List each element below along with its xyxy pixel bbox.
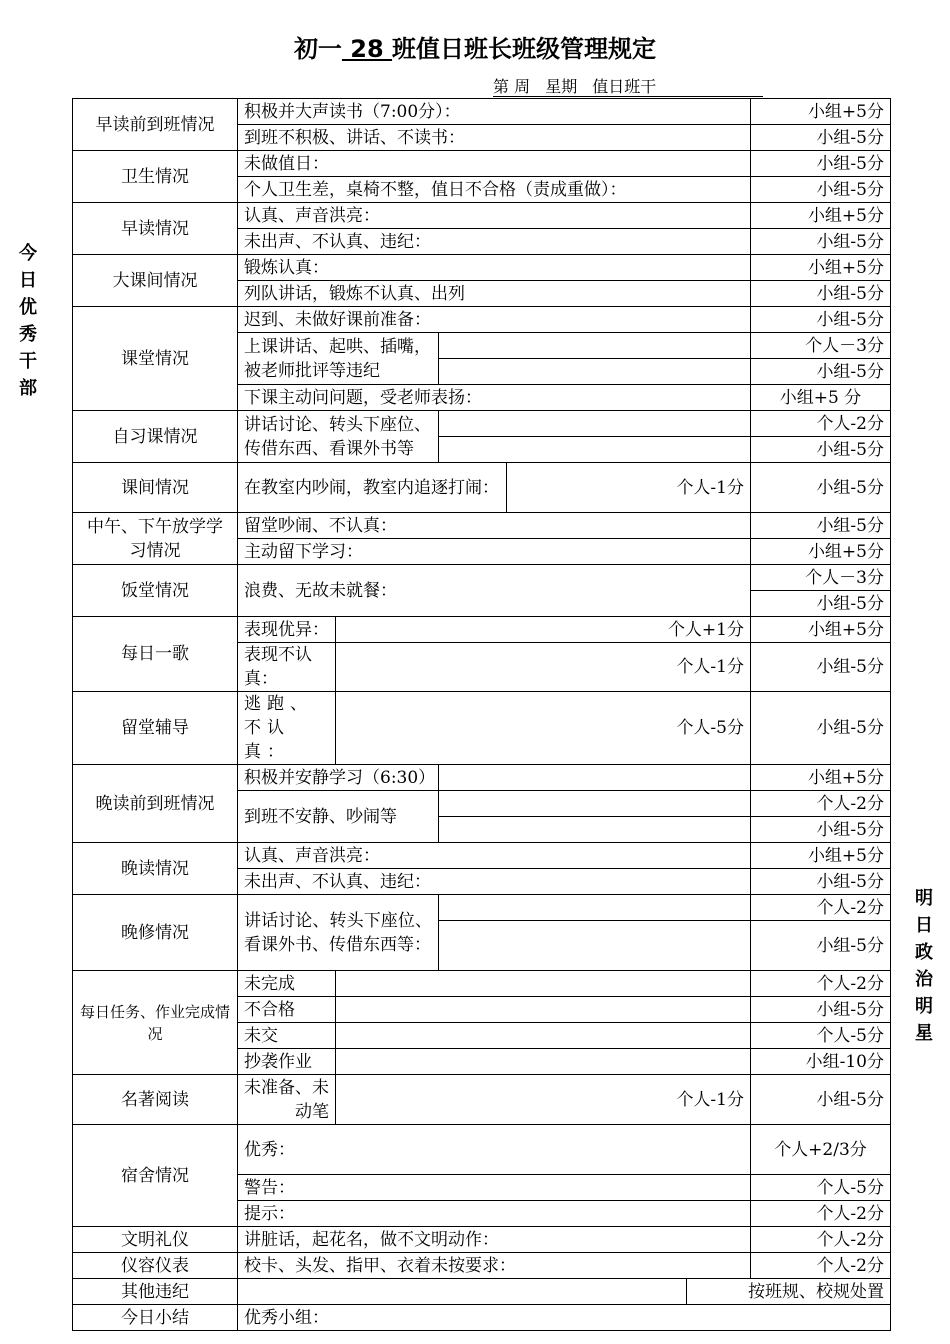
rule-cell: 到班不积极、讲话、不读书： — [238, 125, 751, 151]
category-cell: 早读情况 — [73, 203, 238, 255]
blank-cell — [439, 411, 751, 437]
summary-cell: 优秀小组： — [238, 1305, 891, 1331]
rule-cell: 提示： — [238, 1201, 751, 1227]
rule-cell: 上课讲话、起哄、插嘴，被老师批评等违纪 — [238, 333, 439, 385]
category-cell: 饭堂情况 — [73, 565, 238, 617]
rules-table — [72, 98, 891, 1331]
points-cell: 小组-5分 — [751, 307, 891, 333]
rule-cell: 锻炼认真： — [238, 255, 751, 281]
blank-cell — [336, 971, 751, 997]
rule-cell: 下课主动问问题，受老师表扬： — [238, 385, 751, 411]
points-cell: 个人-2分 — [751, 1201, 891, 1227]
table-row — [73, 463, 891, 513]
rule-cell: 讲话讨论、转头下座位、看课外书、传借东西等： — [238, 895, 439, 971]
points-cell: 小组-5分 — [751, 463, 891, 513]
category-cell: 晚读前到班情况 — [73, 765, 238, 843]
table-row — [73, 151, 891, 177]
category-cell: 大课间情况 — [73, 255, 238, 307]
points-cell: 小组+5分 — [751, 765, 891, 791]
points-cell: 小组+5分 — [751, 99, 891, 125]
rule-cell: 主动留下学习： — [238, 539, 751, 565]
category-cell: 宿舍情况 — [73, 1125, 238, 1227]
table-row — [73, 692, 891, 765]
rule-cell: 认真、声音洪亮： — [238, 203, 751, 229]
rule-cell: 个人卫生差，桌椅不整，值日不合格（责成重做）： — [238, 177, 751, 203]
blank-cell — [439, 437, 751, 463]
weekday-label: 星期 — [545, 77, 578, 96]
rule-cell: 未做值日： — [238, 151, 751, 177]
category-cell: 晚读情况 — [73, 843, 238, 895]
individual-points-cell: 个人-5分 — [336, 692, 751, 765]
table-row — [73, 1279, 891, 1305]
points-cell: 个人－3分 — [751, 565, 891, 591]
points-cell: 小组+5分 — [751, 255, 891, 281]
table-row — [73, 1075, 891, 1125]
points-cell: 小组-5分 — [751, 437, 891, 463]
category-cell: 今日小结 — [73, 1305, 238, 1331]
individual-points-cell: 个人+1分 — [336, 617, 751, 643]
rule-cell: 未准备、未动笔 — [238, 1075, 336, 1125]
points-cell: 小组-5分 — [751, 177, 891, 203]
points-cell: 小组+5 分 — [751, 385, 891, 411]
table-row — [73, 1253, 891, 1279]
class-number: 28 — [341, 35, 393, 63]
points-cell: 个人-5分 — [751, 1023, 891, 1049]
category-cell: 每日任务、作业完成情况 — [73, 971, 238, 1075]
points-cell: 小组-5分 — [751, 591, 891, 617]
blank-cell — [439, 921, 751, 971]
table-row — [73, 971, 891, 997]
page-title: 初一 28 班值日班长班级管理规定 — [293, 35, 657, 63]
blank-cell — [336, 997, 751, 1023]
table-row — [73, 255, 891, 281]
rule-cell: 留堂吵闹、不认真： — [238, 513, 751, 539]
blank-cell — [439, 895, 751, 921]
points-cell: 小组+5分 — [751, 539, 891, 565]
points-cell: 个人-2分 — [751, 1227, 891, 1253]
rule-cell: 讲脏话，起花名，做不文明动作： — [238, 1227, 751, 1253]
duty-info-line — [493, 76, 763, 97]
points-cell: 小组-5分 — [751, 281, 891, 307]
points-cell: 小组+5分 — [751, 843, 891, 869]
category-cell: 晚修情况 — [73, 895, 238, 971]
category-cell: 留堂辅导 — [73, 692, 238, 765]
rule-cell: 未完成 — [238, 971, 336, 997]
rule-cell: 抄袭作业 — [238, 1049, 336, 1075]
table-row — [73, 565, 891, 591]
table-row — [73, 1227, 891, 1253]
blank-cell — [336, 1049, 751, 1075]
rule-cell: 逃跑、不认真： — [238, 692, 336, 765]
points-cell: 小组-5分 — [751, 359, 891, 385]
table-row — [73, 307, 891, 333]
table-row — [73, 1125, 891, 1175]
individual-points-cell: 个人-1分 — [336, 1075, 751, 1125]
points-cell: 小组-5分 — [751, 869, 891, 895]
category-cell: 卫生情况 — [73, 151, 238, 203]
rule-cell: 浪费、无故未就餐： — [238, 565, 751, 617]
points-cell: 小组-5分 — [751, 997, 891, 1023]
blank-cell — [238, 1279, 687, 1305]
rule-cell: 迟到、未做好课前准备： — [238, 307, 751, 333]
rule-cell: 列队讲话，锻炼不认真、出列 — [238, 281, 751, 307]
table-row — [73, 411, 891, 437]
points-cell: 个人－3分 — [751, 333, 891, 359]
blank-cell — [439, 765, 751, 791]
points-cell: 小组-5分 — [751, 921, 891, 971]
side-label-today-cadre: 今 日 优 秀 干 部 — [19, 243, 37, 399]
table-row — [73, 1305, 891, 1331]
rule-cell: 优秀： — [238, 1125, 751, 1175]
category-cell: 中午、下午放学学习情况 — [73, 513, 238, 565]
table-row — [73, 513, 891, 539]
rule-cell: 到班不安静、吵闹等 — [238, 791, 439, 843]
table-row — [73, 895, 891, 921]
category-cell: 名著阅读 — [73, 1075, 238, 1125]
category-cell: 文明礼仪 — [73, 1227, 238, 1253]
rule-cell: 未交 — [238, 1023, 336, 1049]
category-cell: 仪容仪表 — [73, 1253, 238, 1279]
rule-cell: 校卡、头发、指甲、衣着未按要求： — [238, 1253, 751, 1279]
points-cell: 个人-2分 — [751, 411, 891, 437]
rule-cell: 不合格 — [238, 997, 336, 1023]
table-row — [73, 99, 891, 125]
table-row — [73, 765, 891, 791]
rule-cell: 表现不认真： — [238, 643, 336, 692]
points-cell: 按班规、校规处置 — [687, 1279, 891, 1305]
week-label: 第 周 — [493, 77, 531, 96]
individual-points-cell: 个人-1分 — [507, 463, 751, 513]
points-cell: 小组-5分 — [751, 151, 891, 177]
points-cell: 小组-5分 — [751, 513, 891, 539]
rule-cell: 积极并安静学习（6:30） — [238, 765, 439, 791]
category-cell: 课间情况 — [73, 463, 238, 513]
points-cell: 小组-5分 — [751, 643, 891, 692]
blank-cell — [439, 359, 751, 385]
rule-cell: 未出声、不认真、违纪： — [238, 229, 751, 255]
side-label-tomorrow-star: 明 日 政 治 明 星 — [915, 888, 933, 1044]
rule-cell: 认真、声音洪亮： — [238, 843, 751, 869]
rule-cell: 表现优异： — [238, 617, 336, 643]
points-cell: 小组+5分 — [751, 203, 891, 229]
points-cell: 个人-2分 — [751, 1253, 891, 1279]
individual-points-cell: 个人-1分 — [336, 643, 751, 692]
points-cell: 小组-5分 — [751, 1075, 891, 1125]
points-cell: 小组-5分 — [751, 692, 891, 765]
points-cell: 小组+5分 — [751, 617, 891, 643]
category-cell: 早读前到班情况 — [73, 99, 238, 151]
table-row — [73, 617, 891, 643]
rule-cell: 积极并大声读书（7:00分）： — [238, 99, 751, 125]
points-cell: 小组-5分 — [751, 817, 891, 843]
blank-cell — [439, 791, 751, 817]
points-cell: 小组-5分 — [751, 229, 891, 255]
points-cell: 小组-5分 — [751, 125, 891, 151]
category-cell: 每日一歌 — [73, 617, 238, 692]
points-cell: 个人+2/3分 — [751, 1125, 891, 1175]
table-row — [73, 203, 891, 229]
blank-cell — [439, 333, 751, 359]
rule-cell: 在教室内吵闹，教室内追逐打闹： — [238, 463, 507, 513]
table-row — [73, 843, 891, 869]
blank-cell — [439, 817, 751, 843]
category-cell: 自习课情况 — [73, 411, 238, 463]
blank-cell — [336, 1023, 751, 1049]
points-cell: 个人-2分 — [751, 791, 891, 817]
category-cell: 课堂情况 — [73, 307, 238, 411]
duty-officer-label: 值日班干 — [592, 77, 657, 96]
points-cell: 个人-2分 — [751, 895, 891, 921]
points-cell: 个人-5分 — [751, 1175, 891, 1201]
category-cell: 其他违纪 — [73, 1279, 238, 1305]
points-cell: 小组-10分 — [751, 1049, 891, 1075]
points-cell: 个人-2分 — [751, 971, 891, 997]
rule-cell: 未出声、不认真、违纪： — [238, 869, 751, 895]
rule-cell: 讲话讨论、转头下座位、传借东西、看课外书等 — [238, 411, 439, 463]
rule-cell: 警告： — [238, 1175, 751, 1201]
